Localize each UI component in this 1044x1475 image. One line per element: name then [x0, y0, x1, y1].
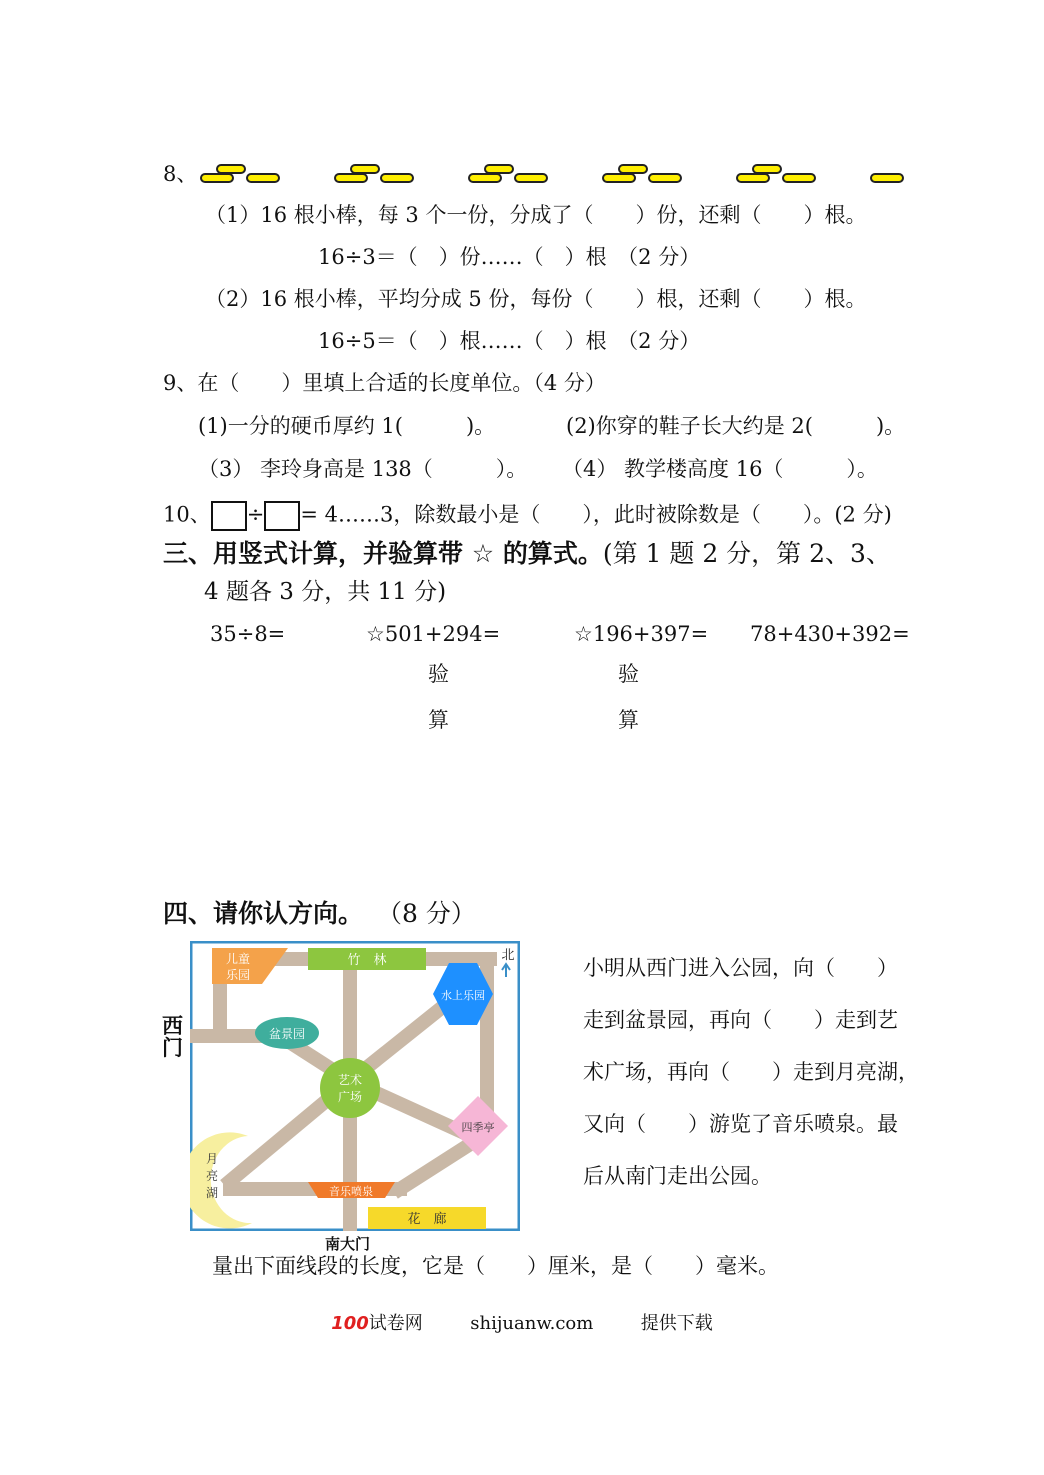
q9-item-2: (2)你穿的鞋子长大约是 2( )。: [566, 414, 906, 438]
question-8-number: 8、: [163, 162, 198, 186]
q8-part2-equation: 16÷5＝（ ）根……（ ）根 （2 分）: [318, 329, 701, 353]
calc-1: 35÷8=: [210, 622, 286, 646]
west-gate-label: 西 门: [162, 1013, 183, 1061]
north-label: 北: [501, 948, 515, 963]
download-note: 提供下载: [640, 1313, 713, 1334]
svg-text:乐园: 乐园: [225, 968, 251, 982]
direction-paragraph-line-1: 小明从西门进入公园，向（ ）: [583, 956, 898, 980]
star-icon: ☆: [366, 622, 385, 646]
check-label-1a: 验: [428, 662, 449, 686]
art-square: [320, 1058, 380, 1118]
measure-question: 量出下面线段的长度，它是（ ）厘米，是（ ）毫米。: [212, 1254, 779, 1278]
direction-paragraph-line-3: 术广场，再向（ ）走到月亮湖，: [583, 1060, 919, 1084]
site-url[interactable]: shijuanw.com: [470, 1313, 594, 1334]
check-label-1b: 算: [428, 708, 449, 732]
footer: [0, 1309, 1044, 1335]
question-9-title: 9、在（ ）里填上合适的长度单位。（4 分）: [163, 371, 606, 395]
check-label-2a: 验: [618, 662, 639, 686]
park-map: [190, 941, 520, 1231]
svg-text:儿童: 儿童: [225, 952, 251, 966]
svg-text:湖: 湖: [205, 1186, 219, 1200]
calc-2-expr: 501+294=: [384, 622, 501, 646]
section-4-score: （8 分）: [377, 899, 476, 928]
svg-text:盆景园: 盆景园: [268, 1027, 306, 1041]
calc-3: [574, 622, 708, 647]
q9-item-1: (1)一分的硬币厚约 1( )。: [198, 414, 496, 438]
site-logo: 100: [331, 1313, 369, 1334]
q8-part1: （1）16 根小棒，每 3 个一份，分成了（ ）份，还剩（ ）根。: [205, 203, 867, 227]
divide-sign: ÷: [246, 502, 265, 527]
q10-rest: = 4……3，除数最小是（ ），此时被除数是（ ）。(2 分): [300, 502, 892, 527]
direction-paragraph-line-4: 又向（ ）游览了音乐喷泉。最: [583, 1112, 898, 1136]
section-3-score-cont: 4 题各 3 分，共 11 分): [204, 579, 447, 605]
q8-part1-equation: 16÷3＝（ ）份……（ ）根 （2 分）: [318, 245, 701, 269]
svg-text:竹 林: 竹 林: [347, 953, 387, 968]
calc-4: 78+430+392=: [750, 622, 910, 646]
svg-text:艺术: 艺术: [337, 1073, 363, 1087]
site-name: 试卷网: [368, 1313, 423, 1334]
q9-item-4: （4） 教学楼高度 16（ ）。: [562, 457, 878, 481]
svg-text:音乐喷泉: 音乐喷泉: [329, 1185, 373, 1198]
q10-number: 10、: [163, 502, 211, 527]
section-3-heading: 三、用竖式计算，并验算带 ☆ 的算式。: [163, 539, 603, 568]
q8-part2: （2）16 根小棒，平均分成 5 份，每份（ ）根，还剩（ ）根。: [205, 287, 867, 311]
direction-paragraph-line-5: 后从南门走出公园。: [583, 1164, 772, 1188]
section-4-heading: 四、请你认方向。: [163, 899, 364, 928]
section-3-title: [163, 539, 891, 569]
svg-text:花 廊: 花 廊: [407, 1212, 447, 1227]
svg-text:亮: 亮: [205, 1169, 219, 1183]
svg-text:四季亭: 四季亭: [461, 1121, 495, 1134]
star-icon: ☆: [574, 622, 593, 646]
svg-text:水上乐园: 水上乐园: [441, 989, 485, 1002]
dividend-box[interactable]: [211, 501, 247, 531]
svg-text:月: 月: [205, 1152, 219, 1166]
svg-text:广场: 广场: [337, 1090, 363, 1104]
direction-paragraph-line-2: 走到盆景园，再向（ ）走到艺: [583, 1008, 898, 1032]
calc-2: [366, 622, 500, 647]
question-10: [163, 501, 892, 531]
section-4-title: [163, 899, 476, 929]
calc-3-expr: 196+397=: [592, 622, 709, 646]
section-3-score: (第 1 题 2 分，第 2、3、: [602, 539, 891, 568]
check-label-2b: 算: [618, 708, 639, 732]
south-gate-label: 南大门: [325, 1235, 371, 1253]
divisor-box[interactable]: [264, 501, 300, 531]
q9-item-3: （3） 李玲身高是 138（ ）。: [198, 457, 528, 481]
